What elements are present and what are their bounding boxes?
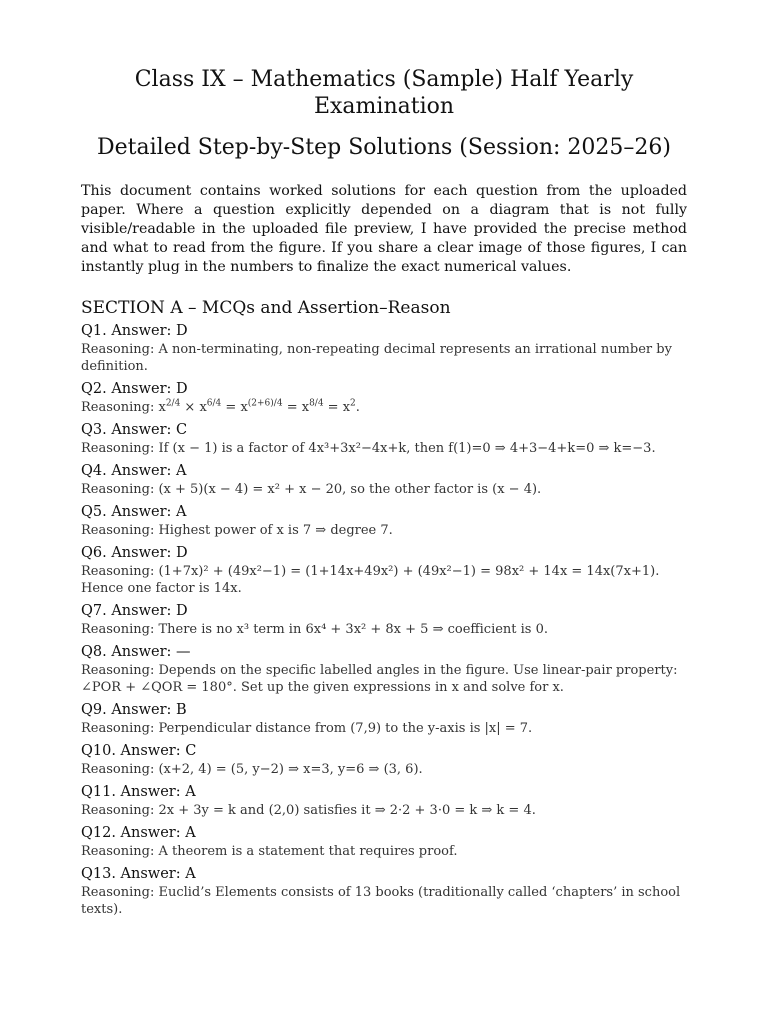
section-a-heading: SECTION A – MCQs and Assertion–Reason [81,298,451,318]
exponent: 2/4 [165,398,181,409]
question-q8 [81,643,687,696]
reasoning-q1: Reasoning: A non-terminating, non-repeating decimal represents an irrational number by definition. [81,342,672,374]
intro-paragraph: This document contains worked solutions for each question from the uploaded paper. Where a question explicitly depended on a diagram that is not fully visible/readable in the uploaded file preview, I have provided the precise method and what to read from the figure. If you share a clear image of those figures, I can instantly plug in the numbers to finalize the exact numerical values. [81,183,687,275]
exponent: 2 [350,398,356,409]
answer-q8: Q8. Answer: — [81,644,191,660]
reasoning-q9: Reasoning: Perpendicular distance from (7,9) to the y-axis is |x| = 7. [81,721,533,736]
question-q4 [81,462,687,498]
answer-q6: Q6. Answer: D [81,545,188,561]
reasoning-q6: Reasoning: (1+7x)² + (49x²−1) = (1+14x+49x²) + (49x²−1) = 98x² + 14x = 14x(7x+1). Hence one factor is 14x. [81,564,660,596]
question-q10 [81,742,687,778]
answer-q3: Q3. Answer: C [81,422,188,438]
reasoning-q2-text: = x [282,400,310,415]
question-q5 [81,503,687,539]
exponent: 6/4 [206,398,222,409]
answer-q11: Q11. Answer: A [81,784,196,800]
document-subtitle: Detailed Step-by-Step Solutions (Session: 2025–26) [97,135,671,160]
answer-q2: Q2. Answer: D [81,381,188,397]
question-q1 [81,322,687,375]
answer-q4: Q4. Answer: A [81,463,187,479]
question-q11 [81,783,687,819]
question-q7 [81,602,687,638]
answer-q5: Q5. Answer: A [81,504,187,520]
reasoning-q4: Reasoning: (x + 5)(x − 4) = x² + x − 20, so the other factor is (x − 4). [81,482,542,497]
reasoning-q2-text: × x [180,400,207,415]
reasoning-q2-prefix: Reasoning: x [81,400,166,415]
question-q3 [81,421,687,457]
reasoning-q7: Reasoning: There is no x³ term in 6x⁴ + 3x² + 8x + 5 ⇒ coefficient is 0. [81,622,549,637]
reasoning-q3: Reasoning: If (x − 1) is a factor of 4x³+3x²−4x+k, then f(1)=0 ⇒ 4+3−4+k=0 ⇒ k=−3. [81,441,656,456]
exponent: (2+6)/4 [247,398,283,409]
answer-q1: Q1. Answer: D [81,323,188,339]
reasoning-q13: Reasoning: Euclid’s Elements consists of 13 books (traditionally called ‘chapters’ in school texts). [81,885,681,917]
answer-q9: Q9. Answer: B [81,702,187,718]
reasoning-q12: Reasoning: A theorem is a statement that requires proof. [81,844,458,859]
exponent: 8/4 [309,398,324,409]
question-q13 [81,865,687,918]
question-q9 [81,701,687,737]
answer-q13: Q13. Answer: A [81,866,196,882]
question-q12 [81,824,687,860]
reasoning-q2-text: = x [323,400,351,415]
answer-q7: Q7. Answer: D [81,603,188,619]
question-q2 [81,380,687,416]
answer-q10: Q10. Answer: C [81,743,197,759]
question-q6 [81,544,687,597]
reasoning-q5: Reasoning: Highest power of x is 7 ⇒ degree 7. [81,523,393,538]
reasoning-q2 [81,399,687,416]
reasoning-q11: Reasoning: 2x + 3y = k and (2,0) satisfies it ⇒ 2·2 + 3·0 = k ⇒ k = 4. [81,803,536,818]
document-title: Class IX – Mathematics (Sample) Half Yearly Examination [134,67,634,119]
reasoning-q2-text: = x [221,400,248,415]
reasoning-q2-suffix: . [355,400,360,415]
answer-q12: Q12. Answer: A [81,825,196,841]
reasoning-q8: Reasoning: Depends on the specific labelled angles in the figure. Use linear-pair property: ∠POR + ∠QOR = 180°. Set up the given expressions in x and solve for x. [81,663,678,695]
reasoning-q10: Reasoning: (x+2, 4) = (5, y−2) ⇒ x=3, y=6 ⇒ (3, 6). [81,762,423,777]
